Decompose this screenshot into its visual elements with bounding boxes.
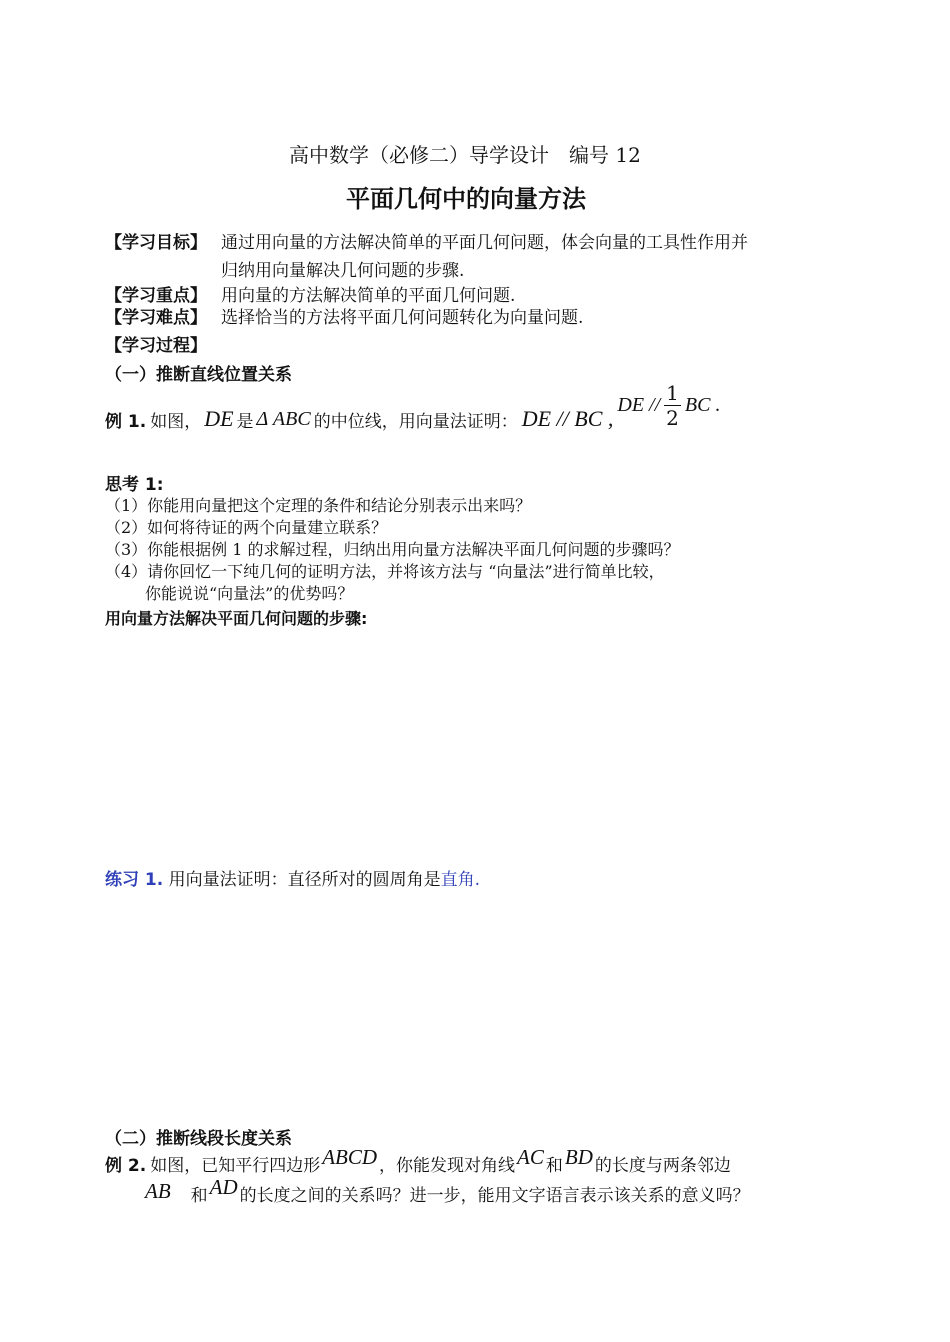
math-de-parallel-bc: DE // BC , (521, 406, 614, 431)
focus-text: 用向量的方法解决简单的平面几何问题. (221, 286, 516, 306)
example2-text: ，你能发现对角线 (379, 1156, 516, 1176)
math-de-half-bc (617, 380, 721, 430)
fraction-numerator: 1 (666, 380, 679, 405)
page-title: 平面几何中的向量方法 (346, 185, 586, 213)
difficulty-label: 【学习难点】 (105, 308, 207, 328)
think-label: 思考 1: (105, 475, 164, 495)
math-abcd: ABCD (322, 1145, 378, 1169)
math-bc: BC . (684, 393, 721, 416)
fraction-one-half (664, 380, 681, 430)
question-2: （2）如何将待证的两个向量建立联系？ (105, 518, 388, 537)
practice1-end: . (474, 870, 481, 890)
example1-text: 是 (236, 411, 254, 432)
example2-line-1 (105, 1146, 731, 1176)
math-triangle-abc: Δ ABC (256, 407, 311, 430)
example2-text: 的长度与两条邻边 (594, 1156, 731, 1176)
practice1-label: 练习 1. (105, 870, 164, 890)
math-ad: AD (209, 1175, 238, 1199)
example2-text: 和 (545, 1156, 563, 1176)
process-label: 【学习过程】 (105, 336, 207, 356)
example1-text: 如图， (150, 411, 202, 432)
example2-line-2 (145, 1176, 750, 1206)
question-4-cont: 你能说说“向量法”的优势吗？ (145, 584, 354, 603)
fraction-denominator: 2 (666, 405, 679, 430)
practice1-line (105, 865, 480, 890)
example1-label: 例 1. (105, 411, 147, 432)
goal-text-1: 通过用向量的方法解决简单的平面几何问题，体会向量的工具性作用并 (221, 233, 748, 253)
focus-label: 【学习重点】 (105, 286, 207, 306)
math-de2: DE // (617, 393, 661, 416)
goal-label: 【学习目标】 (105, 233, 207, 253)
practice1-text: 用向量法证明：直径所对的圆周角是 (168, 870, 441, 890)
practice1-highlight: 直角 (440, 870, 475, 890)
math-ac: AC (517, 1145, 544, 1169)
math-ab: AB (145, 1179, 171, 1203)
example2-label: 例 2. (105, 1156, 147, 1176)
example2-text: 的长度之间的关系吗？进一步，能用文字语言表示该关系的意义吗？ (239, 1186, 750, 1206)
example1-text: 的中位线，用向量法证明： (313, 411, 518, 432)
course-line: 高中数学（必修二）导学设计 编号 12 (289, 143, 641, 167)
goal-text-2: 归纳用向量解决几何问题的步骤. (221, 261, 465, 281)
example2-text: 如图，已知平行四边形 (150, 1156, 321, 1176)
question-3: （3）你能根据例 1 的求解过程，归纳出用向量方法解决平面几何问题的步骤吗？ (105, 540, 680, 559)
math-de: DE (204, 406, 234, 431)
example1-line (105, 380, 721, 454)
difficulty-text: 选择恰当的方法将平面几何问题转化为向量问题. (221, 308, 584, 328)
section2-heading: （二）推断线段长度关系 (105, 1129, 292, 1149)
question-4: （4）请你回忆一下纯几何的证明方法，并将该方法与 “向量法”进行简单比较， (105, 562, 665, 581)
steps-heading: 用向量方法解决平面几何问题的步骤: (105, 609, 368, 628)
math-bd: BD (564, 1145, 593, 1169)
example2-text: 和 (190, 1186, 208, 1206)
section1-heading: （一）推断直线位置关系 (105, 365, 292, 385)
question-1: （1）你能用向量把这个定理的条件和结论分别表示出来吗？ (105, 496, 532, 515)
